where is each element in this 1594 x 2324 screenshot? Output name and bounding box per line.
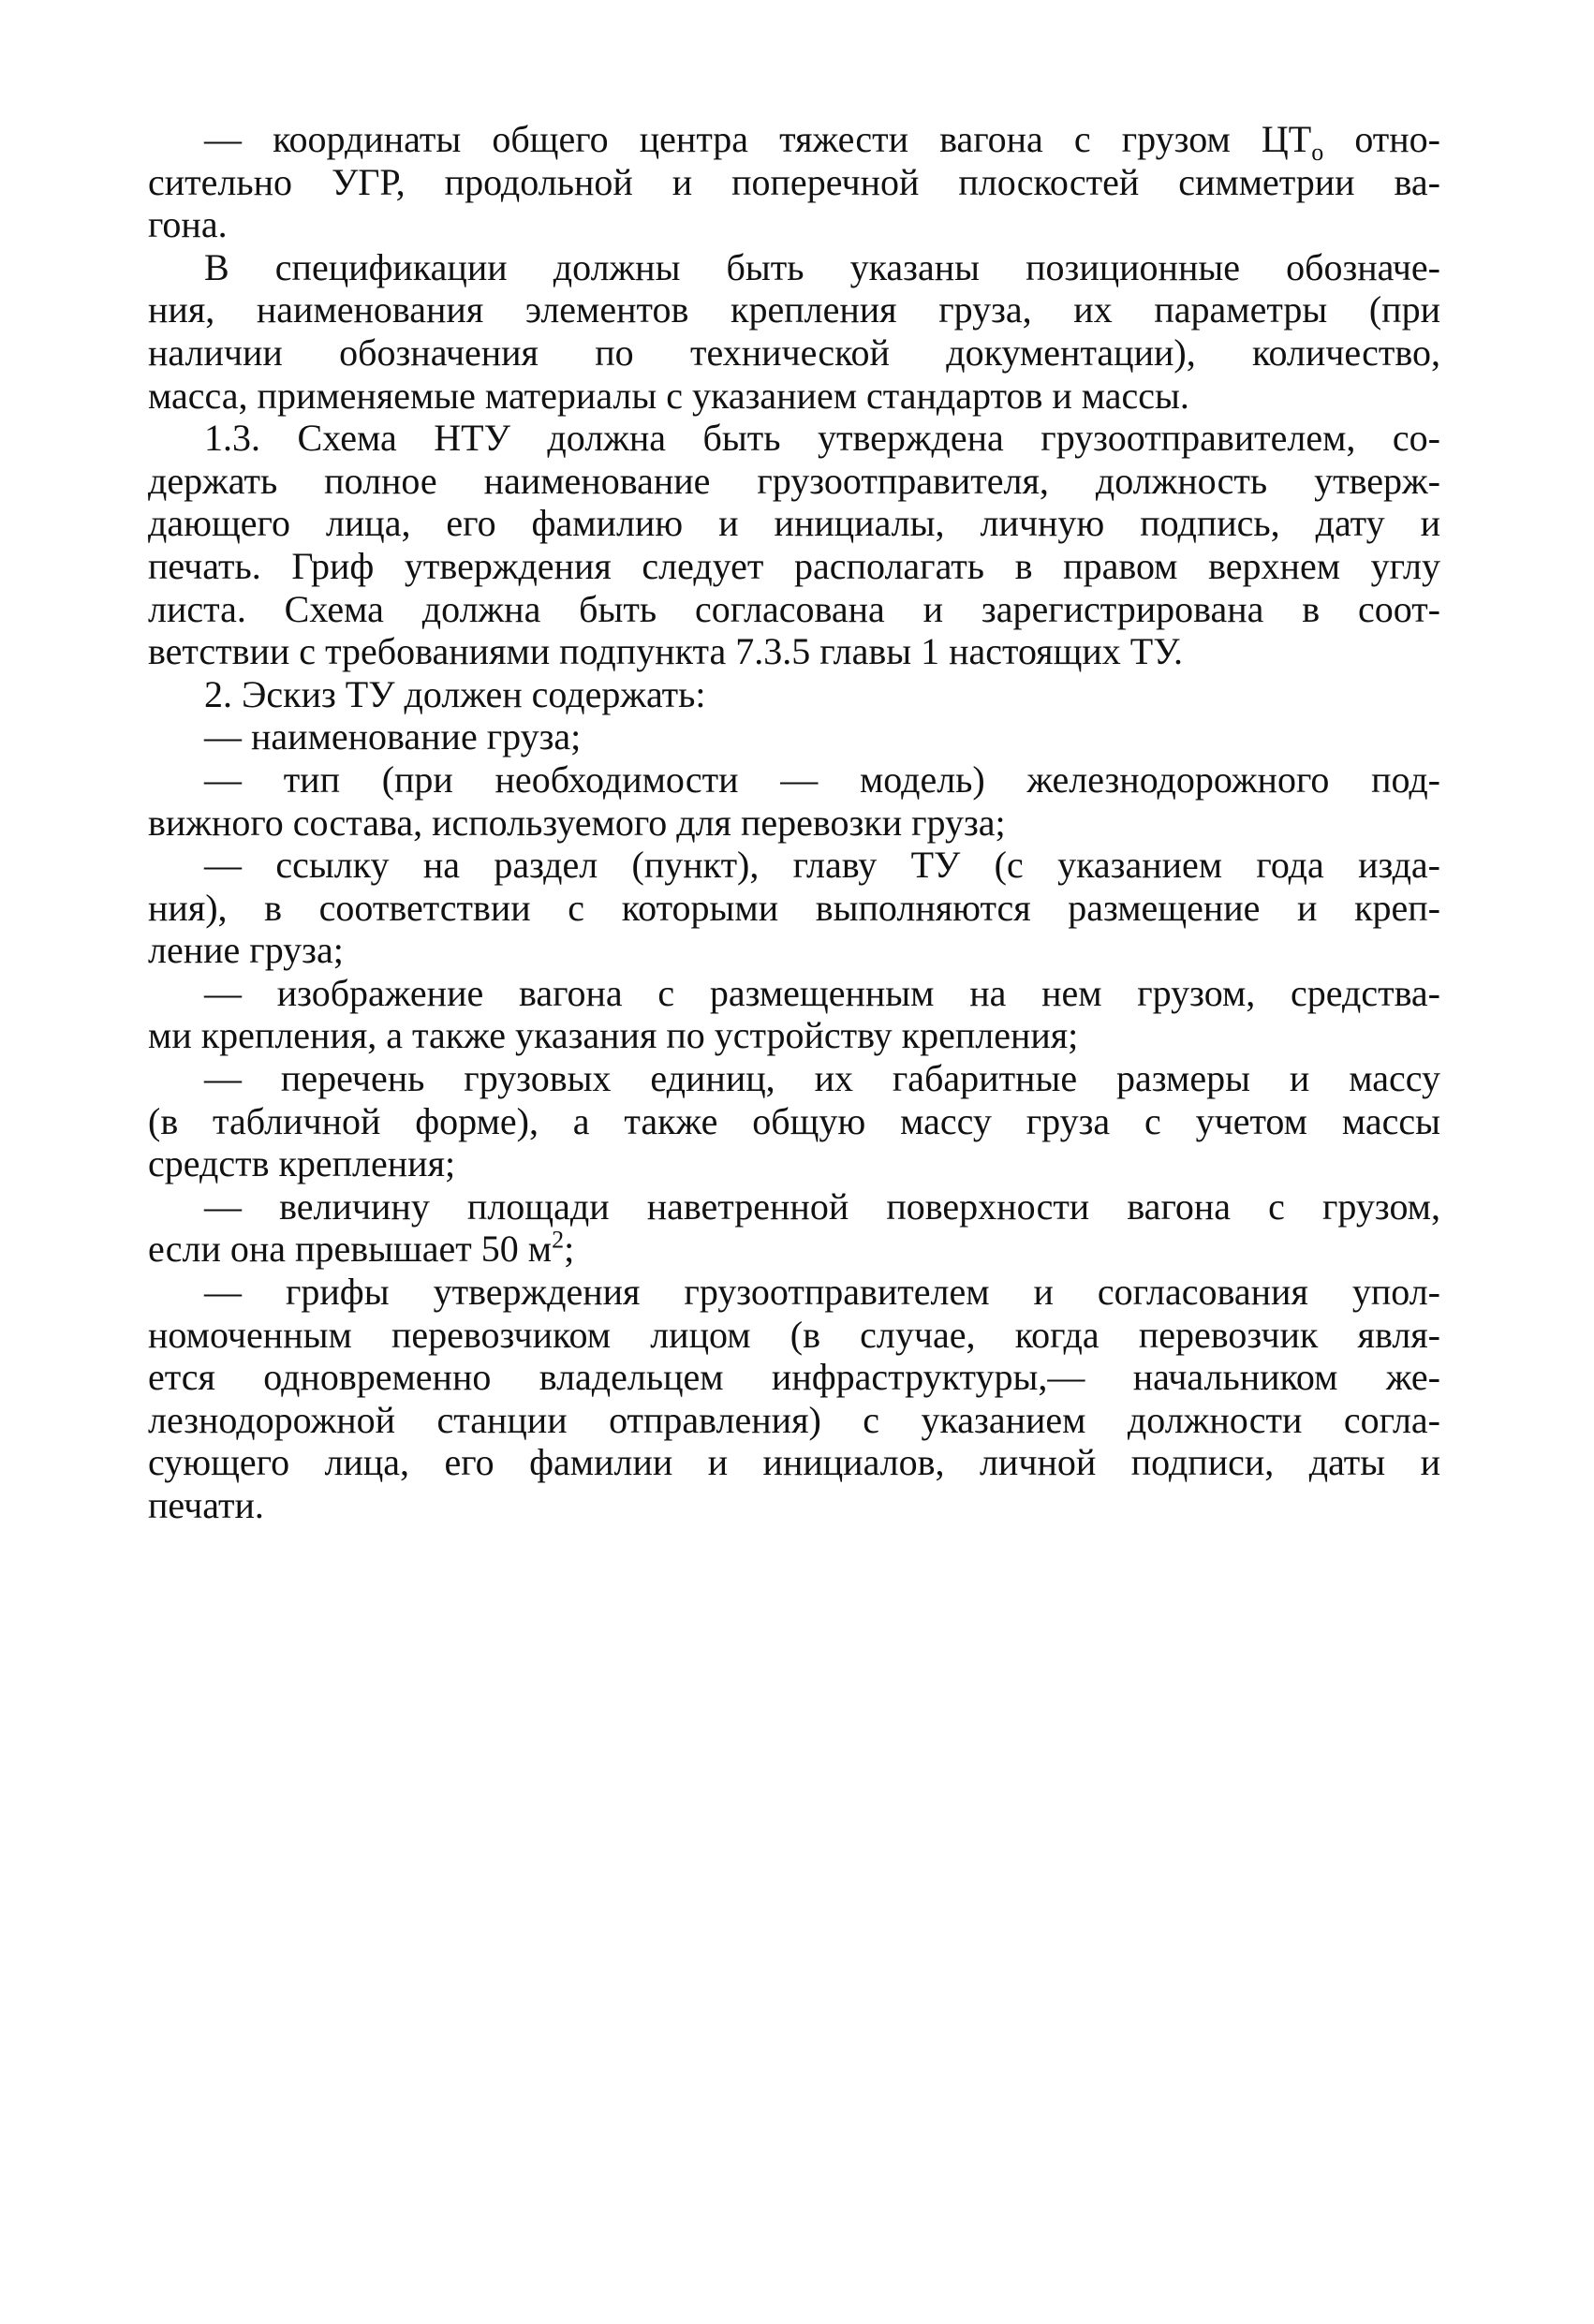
line-text: печати. [148, 1484, 264, 1526]
line-text: средств крепления; [148, 1142, 456, 1185]
line-text: 2. Эскиз ТУ должен содержать: [204, 672, 706, 715]
paragraph [148, 118, 1440, 246]
text-line [148, 1185, 1440, 1228]
line-text: листа. Схема должна быть согласована и зарегистрирована в соот- [148, 587, 1440, 630]
line-text-tail: ; [564, 1228, 575, 1271]
text-line [148, 288, 1440, 331]
text-line [148, 545, 1440, 588]
text-line [148, 1057, 1440, 1100]
line-text: — грифы утверждения грузоотправителем и согласования упол- [204, 1271, 1440, 1314]
paragraph [148, 417, 1440, 673]
text-line [148, 588, 1440, 631]
text-line [148, 1014, 1440, 1057]
paragraph [148, 673, 1440, 716]
text-line [148, 375, 1440, 418]
line-text: ния), в соответствии с которыми выполняются размещение и креп- [148, 886, 1440, 929]
paragraph [148, 1185, 1440, 1271]
line-text: сительно УГР, продольной и поперечной плоскостей симметрии ва- [148, 160, 1440, 203]
line-text: (в табличной форме), а также общую массу груза с учетом массы [148, 1099, 1440, 1142]
line-text: печать. Гриф утверждения следует располагать в правом верхнем углу [148, 544, 1440, 587]
text-line [148, 118, 1440, 166]
text-line [148, 1100, 1440, 1143]
paragraph [148, 844, 1440, 972]
line-text: — координаты общего центра тяжести вагона с грузом ЦТ [204, 118, 1312, 160]
line-text: — перечень грузовых единиц, их габаритные размеры и массу [204, 1057, 1440, 1100]
paragraph [148, 246, 1440, 417]
line-text: если она превышает 50 м [148, 1228, 553, 1271]
text-line [148, 161, 1440, 204]
paragraph [148, 1271, 1440, 1527]
line-text: наличии обозначения по технической документации), количество, [148, 331, 1440, 374]
line-text: ния, наименования элементов крепления груза, их параметры (при [148, 288, 1440, 331]
text-line [148, 673, 1440, 716]
subscript: о [1311, 139, 1324, 166]
line-text: — ссылку на раздел (пункт), главу ТУ (с указанием года изда- [204, 844, 1440, 887]
line-text: гона. [148, 203, 228, 246]
line-text: ми крепления, а также указания по устройству крепления; [148, 1014, 1079, 1057]
text-line [148, 502, 1440, 545]
line-text: 1.3. Схема НТУ должна быть утверждена грузоотправителем, со- [204, 417, 1440, 460]
text-line [148, 802, 1440, 845]
text-line [148, 246, 1440, 289]
line-text: — величину площади наветренной поверхности вагона с грузом, [204, 1184, 1440, 1228]
line-text: лезнодорожной станции отправления) с указанием должности согла- [148, 1398, 1440, 1441]
line-text: — тип (при необходимости — модель) железнодорожного под- [204, 758, 1440, 801]
text-line [148, 1399, 1440, 1442]
text-line [148, 758, 1440, 802]
document-body-text [148, 118, 1440, 1527]
line-text: — наименование груза; [204, 715, 582, 758]
line-text: сующего лица, его фамилии и инициалов, личной подписи, даты и [148, 1441, 1440, 1484]
text-line [148, 929, 1440, 972]
text-line [148, 1356, 1440, 1399]
text-line [148, 630, 1440, 673]
line-text-tail: отно- [1323, 118, 1440, 160]
line-text: — изображение вагона с размещенным на нем грузом, средства- [204, 971, 1440, 1014]
text-line [148, 1228, 1440, 1271]
line-text: ветствии с требованиями подпункта 7.3.5 главы 1 настоящих ТУ. [148, 630, 1184, 673]
superscript: 2 [552, 1227, 565, 1255]
text-line [148, 203, 1440, 246]
text-line [148, 715, 1440, 758]
line-text: масса, применяемые материалы с указанием стандартов и массы. [148, 374, 1189, 417]
line-text: номоченным перевозчиком лицом (в случае, когда перевозчик явля- [148, 1313, 1440, 1356]
text-line [148, 460, 1440, 503]
line-text: держать полное наименование грузоотправителя, должность утверж- [148, 459, 1440, 502]
text-line [148, 1271, 1440, 1314]
text-line [148, 1314, 1440, 1357]
paragraph [148, 1057, 1440, 1185]
text-line [148, 1484, 1440, 1527]
line-text: вижного состава, используемого для перевозки груза; [148, 801, 1006, 844]
line-text: ется одновременно владельцем инфраструктуры,— начальником же- [148, 1356, 1440, 1399]
line-text: дающего лица, его фамилию и инициалы, личную подпись, дату и [148, 502, 1440, 545]
text-line [148, 1441, 1440, 1484]
text-line [148, 844, 1440, 887]
text-line [148, 887, 1440, 930]
text-line [148, 331, 1440, 375]
paragraph [148, 758, 1440, 844]
paragraph [148, 715, 1440, 758]
paragraph [148, 972, 1440, 1057]
text-line [148, 972, 1440, 1015]
line-text: ление груза; [148, 929, 344, 972]
line-text: В спецификации должны быть указаны позиционные обозначе- [204, 245, 1440, 288]
text-line [148, 417, 1440, 460]
text-line [148, 1142, 1440, 1185]
